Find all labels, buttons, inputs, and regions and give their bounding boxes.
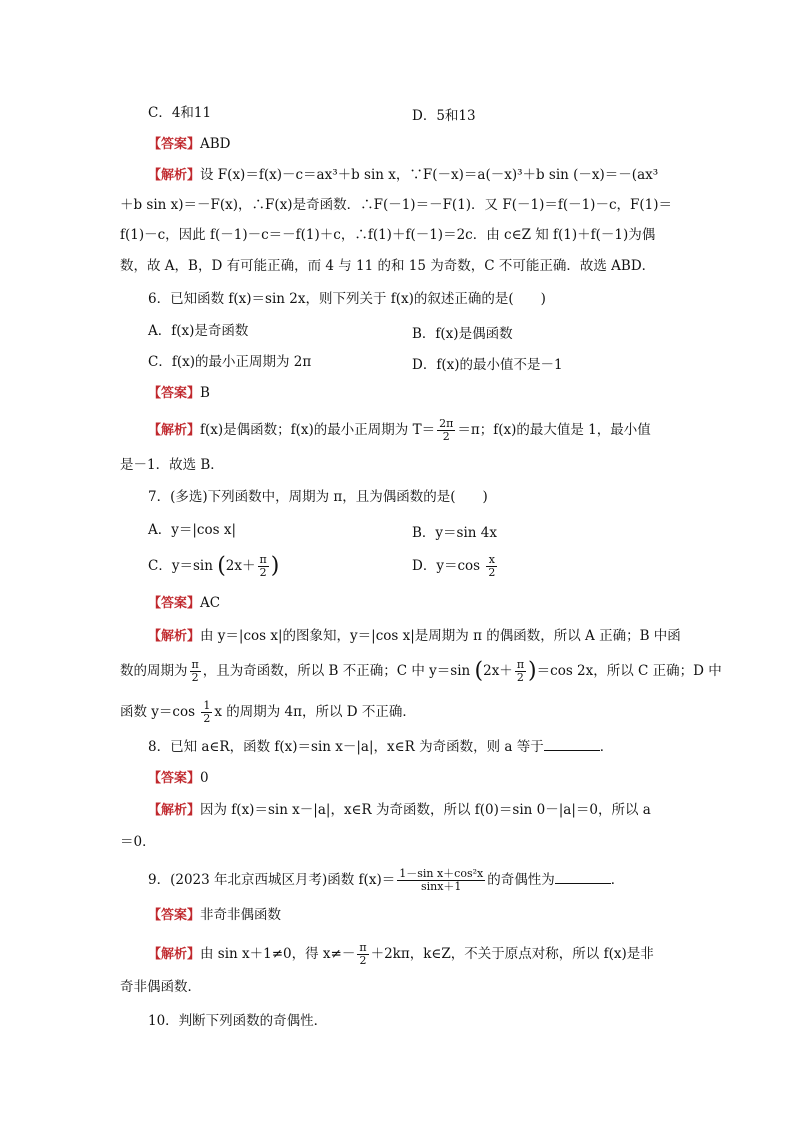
answer-blank <box>544 738 600 751</box>
question-8-stem: 8．已知 a∈R，函数 f(x)＝sin x－|a|，x∈R 为奇函数，则 a 等于 ． <box>148 739 614 755</box>
solution-9-line-1: 【解析】由 sin x＋1≠0，得 x≠－ $\frac{\pi}{2}$ ＋2kπ，k∈Z，不关于原点对称，所以 f(x)是非 <box>148 941 654 967</box>
solution-8-line-1: 【解析】因为 f(x)＝sin x－|a|，x∈R 为奇函数，所以 f(0)＝sin 0－|a|＝0，所以 a <box>148 802 651 818</box>
solution-6-line-2: 是－1．故选 B． <box>120 457 224 473</box>
answer-value: ABD <box>200 136 231 152</box>
fraction: $\frac{\pi}{2}$ <box>259 553 267 579</box>
answer-value: B <box>200 385 210 401</box>
q7-option-b: B．y＝sin 4x <box>412 525 497 541</box>
question-7-stem: 7．(多选)下列函数中，周期为 π，且为偶函数的是( ) <box>148 489 488 505</box>
q6-option-b: B．f(x)是偶函数 <box>412 326 513 342</box>
q6-option-c: C．f(x)的最小正周期为 2π <box>148 354 312 370</box>
q7-option-d: D．y＝cos $\frac{x}{2}$ <box>412 553 496 579</box>
solution-tag: 【解析】 <box>148 168 201 183</box>
q6-option-a: A．f(x)是奇函数 <box>148 323 249 339</box>
answer-9: 【答案】非奇非偶函数 <box>148 907 282 923</box>
solution-7-line-1: 【解析】由 y＝|cos x|的图象知，y＝|cos x|是周期为 π 的偶函数，所以 A 正确；B 中函 <box>148 628 681 644</box>
solution-5-line-4: 数，故 A，B，D 有可能正确，而 4 与 11 的和 15 为奇数，C 不可能正确．故选 ABD． <box>120 258 656 274</box>
answer-blank <box>555 871 611 884</box>
solution-9-line-2: 奇非偶函数． <box>120 979 201 995</box>
q5-option-d: D．5和13 <box>412 108 476 124</box>
fraction: $\frac{\text{1－sin x＋cos²x}}{\sin x+1}$ <box>399 867 484 893</box>
answer-5 <box>148 135 708 154</box>
q6-option-d: D．f(x)的最小值不是－1 <box>412 357 563 373</box>
answer-7: 【答案】AC <box>148 595 221 611</box>
question-10-stem: 10．判断下列函数的奇偶性． <box>148 1013 328 1029</box>
question-9-stem: 9．(2023 年北京西城区月考)函数 f(x)＝ $\frac{\text{1－sin x＋cos²x}}{\sin x+1}$ 的奇偶性为 ． <box>148 867 625 893</box>
fraction: $\frac{\pi}{2}$ <box>359 941 367 967</box>
fraction: $\frac{1}{2}$ <box>203 699 211 725</box>
solution-5-line-3: f(1)－c，因此 f(－1)－c＝－f(1)＋c，∴f(1)＋f(－1)＝2c．由 c∈Z 知 f(1)＋f(－1)为偶 <box>120 227 656 243</box>
solution-8-line-2: ＝0． <box>120 834 156 850</box>
solution-7-line-2: 数的周期为 $\frac{\pi}{2}$ ，且为奇函数，所以 B 不正确；C 中 y＝sin (2x＋ $\frac{\pi}{2}$ )＝cos 2x，所以 C 正确；D 中 <box>120 658 722 684</box>
solution-5-line-2: ＋b sin x)＝－F(x)，∴F(x)是奇函数．∴F(－1)＝－F(1)．又 F(－1)＝f(－1)－c，F(1)＝ <box>120 197 673 213</box>
fraction: $\frac{2\pi}{2}$ <box>439 417 454 443</box>
solution-5-line-1: 【解析】设 F(x)＝f(x)－c＝ax³＋b sin x，∵F(－x)＝a(－x)³＋b sin (－x)＝－(ax³ <box>148 167 659 183</box>
answer-6: 【答案】B <box>148 385 210 401</box>
answer-tag: 【答案】 <box>148 137 201 152</box>
answer-8: 【答案】0 <box>148 770 209 786</box>
solution-7-line-3: 函数 y＝cos $\frac{1}{2}$ x 的周期为 4π，所以 D 不正确． <box>120 699 416 725</box>
fraction: $\frac{\pi}{2}$ <box>516 658 525 684</box>
q5-option-c: C．4和11 <box>148 105 212 121</box>
answer-value: AC <box>200 595 221 611</box>
answer-value: 非奇非偶函数 <box>200 907 282 923</box>
fraction: $\frac{\pi}{2}$ <box>191 658 199 684</box>
solution-6-line-1: 【解析】f(x)是偶函数；f(x)的最小正周期为 T＝ $\frac{2\pi}{2}$ ＝π；f(x)的最大值是 1，最小值 <box>148 417 651 443</box>
fraction: $\frac{x}{2}$ <box>488 553 496 579</box>
q7-option-a: A．y＝|cos x| <box>148 522 236 538</box>
answer-value: 0 <box>200 770 209 786</box>
question-6-stem: 6．已知函数 f(x)＝sin 2x，则下列关于 f(x)的叙述正确的是( ) <box>148 291 546 307</box>
q7-option-c: C．y＝sin (2x＋ $\frac{\pi}{2}$ ) <box>148 553 280 579</box>
